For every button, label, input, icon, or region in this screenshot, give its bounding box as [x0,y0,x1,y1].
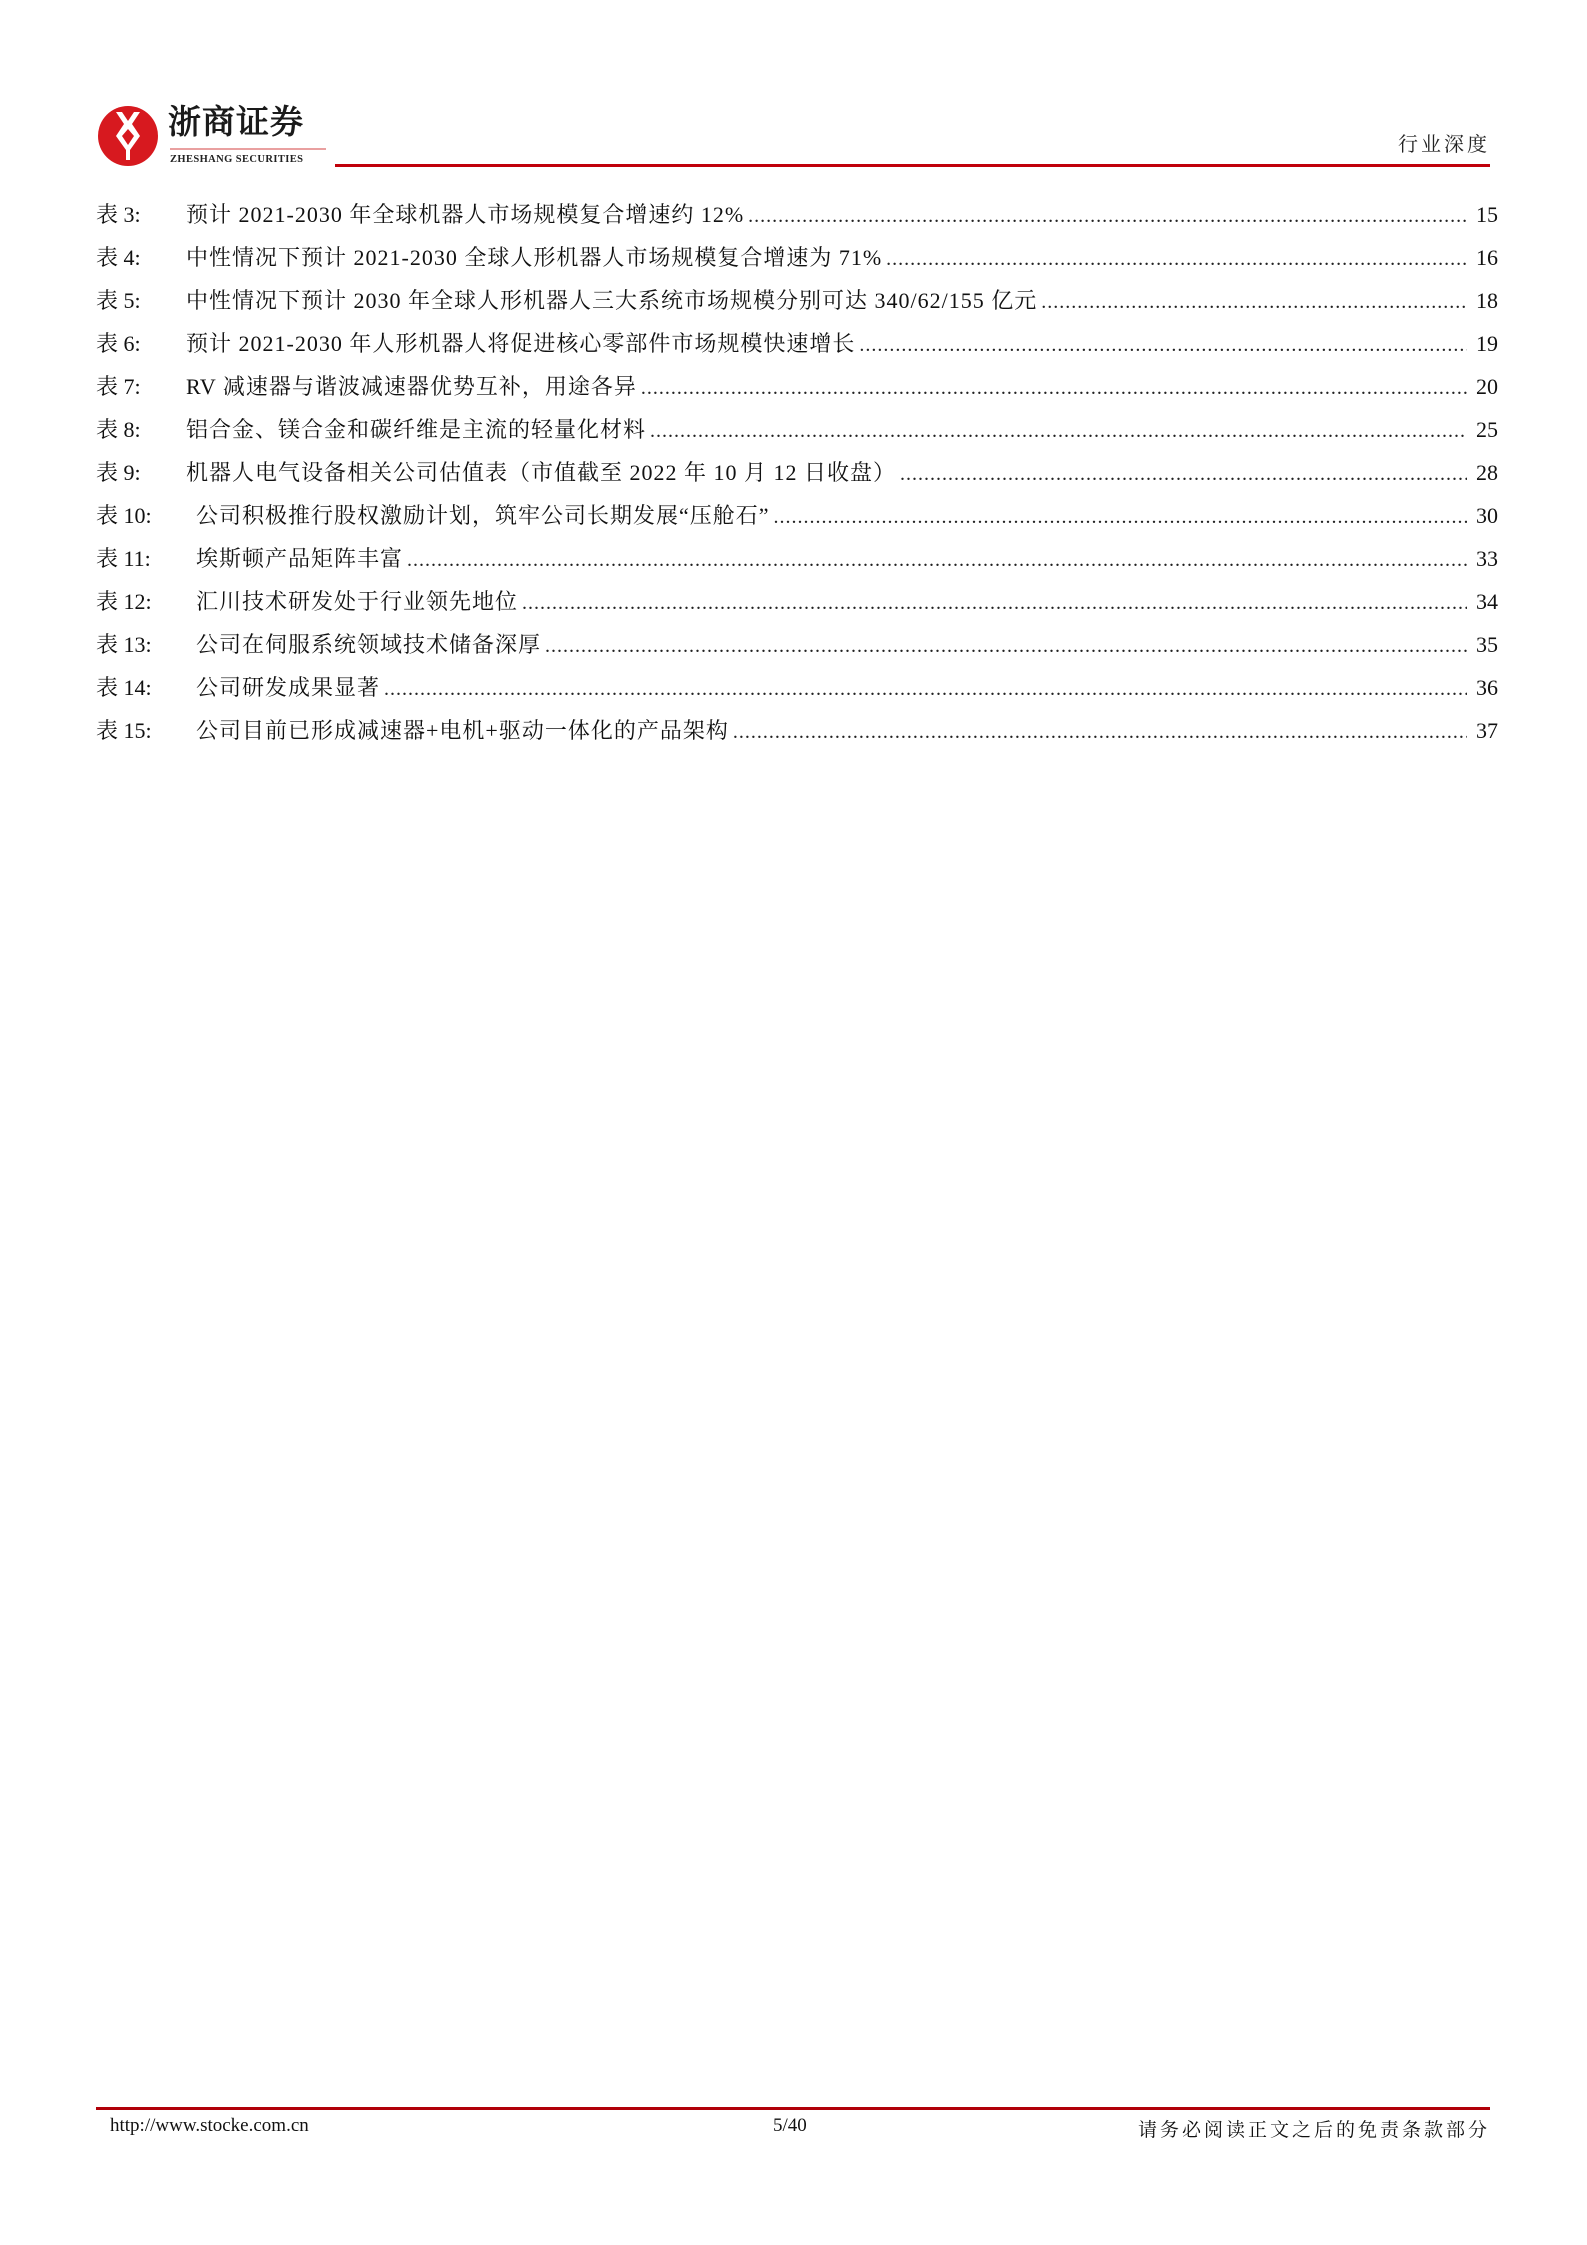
toc-entry-title[interactable]: 公司目前已形成减速器+电机+驱动一体化的产品架构 [196,718,729,743]
toc-entry-title[interactable]: 汇川技术研发处于行业领先地位 [196,589,519,614]
toc-entry-title[interactable]: 公司研发成果显著 [196,675,381,700]
toc-leader-dots [384,668,1467,711]
toc-entry-label: 表 7: [96,374,141,399]
toc-entry-label: 表 13: [96,632,152,657]
toc-leader-dots [650,410,1467,453]
toc-entry[interactable] [96,666,1498,709]
brand-logo [96,100,336,172]
toc-leader-dots [1041,281,1467,324]
toc-leader-dots [774,496,1467,539]
toc-entry-title[interactable]: 公司在伺服系统领域技术储备深厚 [196,632,542,657]
toc-entry-page[interactable]: 28 [1476,460,1498,485]
toc-entry[interactable] [96,408,1498,451]
zheshang-logo-icon [96,104,160,168]
toc-entry-page[interactable]: 36 [1476,675,1498,700]
toc-leader-dots [545,625,1467,668]
toc-entry[interactable] [96,365,1498,408]
toc-entry-page[interactable]: 35 [1476,632,1498,657]
toc-entry[interactable] [96,709,1498,752]
toc-leader-dots [733,711,1467,754]
toc-entry-title[interactable]: 机器人电气设备相关公司估值表（市值截至 2022 年 10 月 12 日收盘） [186,460,897,485]
toc-entry-label: 表 4: [96,245,141,270]
toc-entry-page[interactable]: 37 [1476,718,1498,743]
toc-entry-title[interactable]: RV 减速器与谐波减速器优势互补，用途各异 [186,374,637,399]
toc-entry-label: 表 15: [96,718,152,743]
toc-entry[interactable] [96,537,1498,580]
toc-leader-dots [859,324,1467,367]
toc-leader-dots [641,367,1467,410]
toc-entry-page[interactable]: 25 [1476,417,1498,442]
toc-entry-label: 表 8: [96,417,141,442]
footer-rule [96,2107,1490,2110]
toc-entry-title[interactable]: 预计 2021-2030 年人形机器人将促进核心零部件市场规模快速增长 [186,331,856,356]
brand-name-en: ZHESHANG SECURITIES [170,154,304,165]
toc-entry-title[interactable]: 公司积极推行股权激励计划，筑牢公司长期发展“压舱石” [196,503,770,528]
toc-entry[interactable] [96,236,1498,279]
footer-website-link[interactable]: http://www.stocke.com.cn [110,2115,309,2136]
toc-entry-label: 表 3: [96,202,141,227]
toc-entry-label: 表 14: [96,675,152,700]
toc-entry[interactable] [96,193,1498,236]
toc-leader-dots [886,238,1467,281]
toc-entry-label: 表 10: [96,503,152,528]
toc-entry-page[interactable]: 30 [1476,503,1498,528]
toc-entry-title[interactable]: 铝合金、镁合金和碳纤维是主流的轻量化材料 [186,417,647,442]
toc-entry-title[interactable]: 预计 2021-2030 年全球机器人市场规模复合增速约 12% [186,202,745,227]
toc-leader-dots [900,453,1467,496]
brand-divider [170,148,326,150]
toc-entry[interactable] [96,322,1498,365]
toc-entry-title[interactable]: 中性情况下预计 2030 年全球人形机器人三大系统市场规模分别可达 340/62/155 亿元 [186,288,1038,313]
page-number: 5/40 [773,2115,807,2136]
toc-entry[interactable] [96,623,1498,666]
toc-entry-page[interactable]: 33 [1476,546,1498,571]
toc-entry[interactable] [96,279,1498,322]
toc-entry-title[interactable]: 埃斯顿产品矩阵丰富 [196,546,404,571]
table-of-tables [96,193,1498,752]
toc-entry-label: 表 11: [96,546,151,571]
toc-leader-dots [522,582,1467,625]
toc-entry-page[interactable]: 15 [1476,202,1498,227]
header-rule [335,164,1490,167]
toc-leader-dots [748,195,1467,238]
brand-name-cn: 浙商证券 [168,102,304,141]
report-category: 行业深度 [1398,132,1490,156]
toc-entry-page[interactable]: 16 [1476,245,1498,270]
toc-entry-title[interactable]: 中性情况下预计 2021-2030 全球人形机器人市场规模复合增速为 71% [186,245,883,270]
toc-entry-label: 表 6: [96,331,141,356]
toc-entry-label: 表 12: [96,589,152,614]
toc-entry[interactable] [96,451,1498,494]
toc-entry[interactable] [96,494,1498,537]
toc-entry-page[interactable]: 18 [1476,288,1498,313]
toc-entry[interactable] [96,580,1498,623]
toc-entry-page[interactable]: 19 [1476,331,1498,356]
toc-entry-page[interactable]: 20 [1476,374,1498,399]
toc-leader-dots [407,539,1467,582]
toc-entry-page[interactable]: 34 [1476,589,1498,614]
toc-entry-label: 表 5: [96,288,141,313]
toc-entry-label: 表 9: [96,460,141,485]
footer-disclaimer: 请务必阅读正文之后的免责条款部分 [1137,2119,1490,2141]
